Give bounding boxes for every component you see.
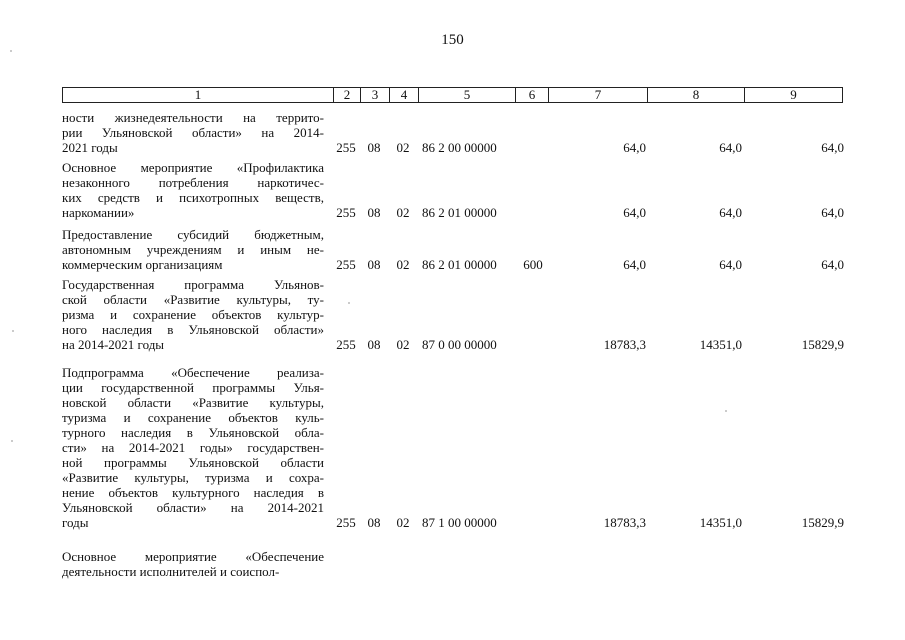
description-line: ции государственной программы Улья-: [62, 380, 324, 395]
row-cell-c7: 64,0: [623, 257, 646, 272]
row-description: [62, 365, 324, 530]
row-cell-c3: 08: [367, 257, 381, 272]
table-row: [62, 160, 847, 220]
table-row: [62, 549, 847, 579]
row-cell-c4: 02: [396, 515, 410, 530]
scan-speck: [12, 330, 14, 332]
description-line: «Развитие культуры, туризма и сохра-: [62, 470, 324, 485]
description-line: автономным учреждениям и иным не-: [62, 242, 324, 257]
row-cell-c5: 86 2 00 00000: [422, 140, 497, 155]
row-cell-c3: 08: [367, 140, 381, 155]
description-line: ного наследия в Ульяновской области»: [62, 322, 324, 337]
description-line: Основное мероприятие «Профилактика: [62, 160, 324, 175]
row-cell-c2: 255: [336, 140, 356, 155]
row-cell-c4: 02: [396, 140, 410, 155]
description-line: коммерческим организациям: [62, 257, 223, 272]
row-cell-c3: 08: [367, 337, 381, 352]
row-cell-c6: 600: [523, 257, 543, 272]
header-col-9: 9: [745, 88, 843, 103]
row-description: [62, 277, 324, 352]
description-line: ной программы Ульяновской области: [62, 455, 324, 470]
row-cell-c5: 87 0 00 00000: [422, 337, 497, 352]
row-cell-c4: 02: [396, 257, 410, 272]
description-line: годы: [62, 515, 89, 530]
row-cell-c9: 64,0: [821, 205, 844, 220]
row-cell-c3: 08: [367, 205, 381, 220]
row-cell-c5: 87 1 00 00000: [422, 515, 497, 530]
scan-speck: [11, 440, 13, 442]
row-cell-c9: 64,0: [821, 257, 844, 272]
row-cell-c7: 64,0: [623, 140, 646, 155]
row-description: [62, 160, 324, 220]
table-row: [62, 110, 847, 155]
row-cell-c7: 18783,3: [603, 337, 646, 352]
header-col-5: 5: [419, 88, 516, 103]
header-col-1: 1: [63, 88, 334, 103]
description-line: Предоставление субсидий бюджетным,: [62, 227, 324, 242]
description-line: сти» на 2014-2021 годы» государствен-: [62, 440, 324, 455]
row-description: [62, 549, 324, 579]
description-line: ких средств и психотропных веществ,: [62, 190, 324, 205]
row-cell-c2: 255: [336, 337, 356, 352]
description-line: ской области «Развитие культуры, ту-: [62, 292, 324, 307]
column-header-table: [62, 87, 843, 103]
row-cell-c9: 64,0: [821, 140, 844, 155]
description-line: наркомании»: [62, 205, 135, 220]
description-line: рии Ульяновской области» на 2014-: [62, 125, 324, 140]
description-line: нение объектов культурного наследия в: [62, 485, 324, 500]
row-cell-c4: 02: [396, 205, 410, 220]
description-line: Государственная программа Ульянов-: [62, 277, 324, 292]
row-cell-c8: 14351,0: [699, 515, 742, 530]
description-line: незаконного потребления наркотичес-: [62, 175, 324, 190]
row-cell-c8: 14351,0: [699, 337, 742, 352]
row-cell-c7: 18783,3: [603, 515, 646, 530]
row-cell-c8: 64,0: [719, 257, 742, 272]
description-line: туризма и сохранение объектов куль-: [62, 410, 324, 425]
row-cell-c2: 255: [336, 515, 356, 530]
header-col-3: 3: [361, 88, 390, 103]
table-row: [62, 277, 847, 352]
description-line: Подпрограмма «Обеспечение реализа-: [62, 365, 324, 380]
header-col-4: 4: [390, 88, 419, 103]
scan-speck: [725, 410, 727, 412]
row-cell-c2: 255: [336, 257, 356, 272]
description-line: на 2014-2021 годы: [62, 337, 165, 352]
header-col-7: 7: [549, 88, 648, 103]
description-line: 2021 годы: [62, 140, 118, 155]
row-cell-c8: 64,0: [719, 205, 742, 220]
description-line: деятельности исполнителей и соиспол-: [62, 564, 280, 579]
description-line: Ульяновской области» на 2014-2021: [62, 500, 324, 515]
row-cell-c8: 64,0: [719, 140, 742, 155]
row-cell-c7: 64,0: [623, 205, 646, 220]
row-cell-c5: 86 2 01 00000: [422, 205, 497, 220]
row-cell-c9: 15829,9: [801, 515, 844, 530]
description-line: ности жизнедеятельности на террито-: [62, 110, 324, 125]
header-col-8: 8: [648, 88, 745, 103]
page-number: 150: [441, 32, 464, 48]
description-line: турного наследия в Ульяновской обла-: [62, 425, 324, 440]
scan-speck: [348, 302, 350, 304]
row-cell-c2: 255: [336, 205, 356, 220]
row-cell-c5: 86 2 01 00000: [422, 257, 497, 272]
header-col-2: 2: [334, 88, 361, 103]
table-row: [62, 365, 847, 530]
row-cell-c3: 08: [367, 515, 381, 530]
description-line: новской области «Развитие культуры,: [62, 395, 324, 410]
scan-speck: [10, 50, 12, 52]
description-line: ризма и сохранение объектов культур-: [62, 307, 324, 322]
row-description: [62, 110, 324, 155]
row-cell-c4: 02: [396, 337, 410, 352]
row-cell-c9: 15829,9: [801, 337, 844, 352]
row-description: [62, 227, 324, 272]
header-col-6: 6: [516, 88, 549, 103]
description-line: Основное мероприятие «Обеспечение: [62, 549, 324, 564]
header-row: [63, 88, 843, 103]
table-row: [62, 227, 847, 272]
